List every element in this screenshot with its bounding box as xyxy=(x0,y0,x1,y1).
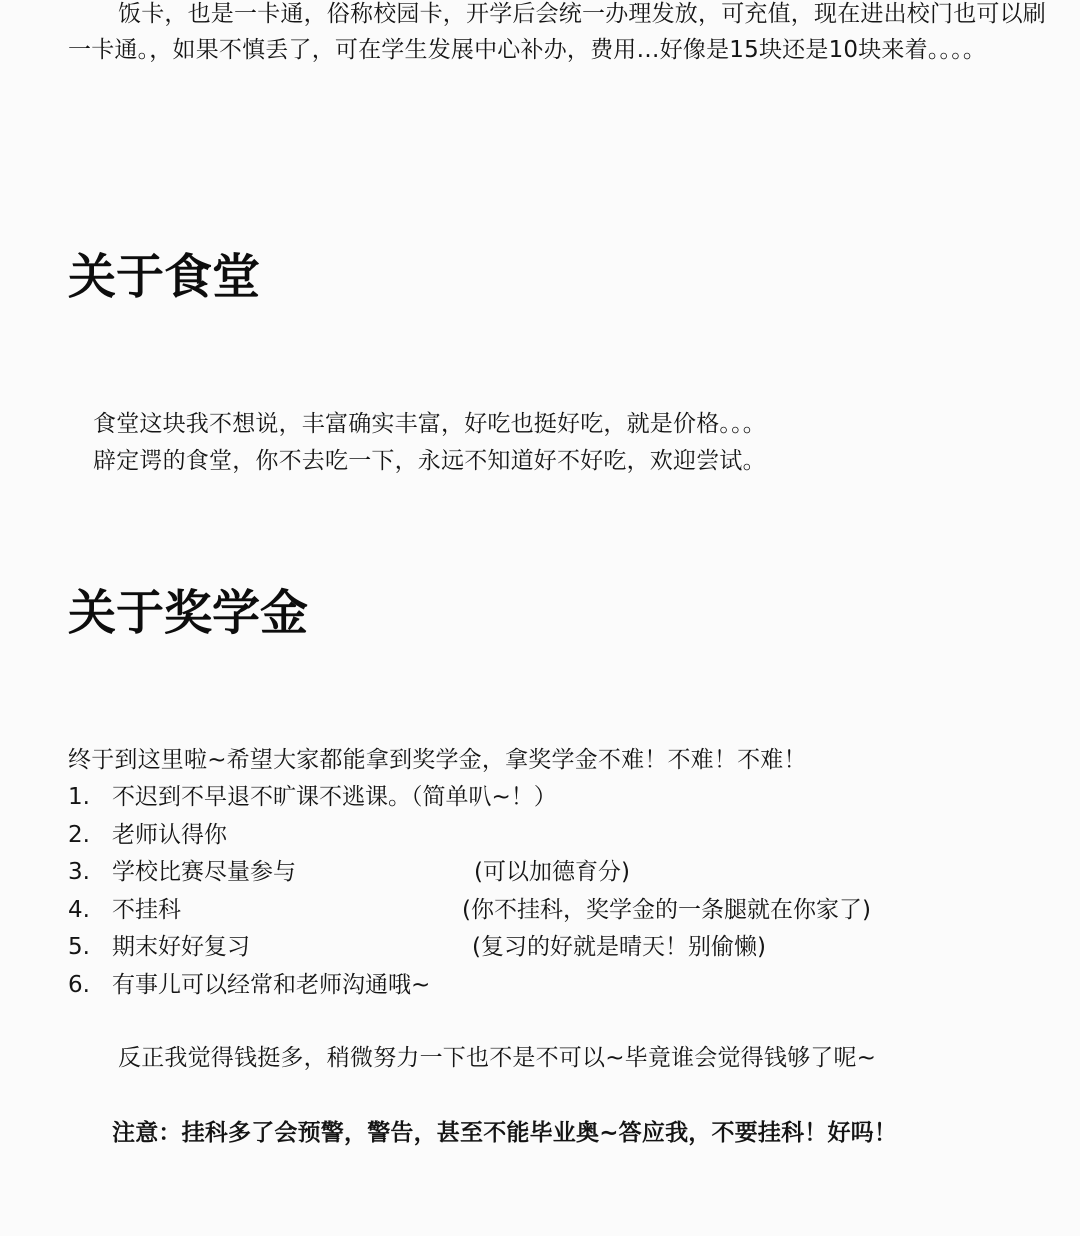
list-item-number: 3. xyxy=(68,859,90,885)
list-item xyxy=(68,967,1058,1005)
list-item-number: 6. xyxy=(68,971,90,998)
list-item-text: 老师认得你 xyxy=(112,821,227,848)
list-item xyxy=(68,929,1058,967)
list-item-note: (复习的好就是晴天！别偷懒) xyxy=(472,934,766,960)
failing-warning: 注意：挂科多了会预警，警告，甚至不能毕业奥~答应我，不要挂科！好吗！ xyxy=(112,1120,898,1146)
list-item-text: 不迟到不早退不旷课不逃课。（简单叭~！） xyxy=(112,784,557,810)
list-item xyxy=(68,779,1058,817)
canteen-heading: 关于食堂 xyxy=(68,249,261,305)
list-item-text: 期末好好复习 xyxy=(112,934,250,960)
list-item-note: (可以加德育分) xyxy=(474,859,630,885)
list-item xyxy=(68,892,1058,930)
scholarship-tips-list xyxy=(68,779,1058,1004)
list-item-text: 学校比赛尽量参与 xyxy=(112,859,296,885)
list-item-number: 2. xyxy=(68,821,90,848)
canteen-line-2: 辟定谔的食堂，你不去吃一下，永远不知道好不好吃，欢迎尝试。 xyxy=(93,448,766,474)
list-item-number: 5. xyxy=(68,934,90,960)
list-item xyxy=(68,854,1058,892)
list-item-text: 有事儿可以经常和老师沟通哦~ xyxy=(112,971,431,998)
list-item-note: (你不挂科，奖学金的一条腿就在你家了) xyxy=(462,896,871,923)
scholarship-intro: 终于到这里啦~希望大家都能拿到奖学金，拿奖学金不难！不难！不难！ xyxy=(68,747,807,773)
list-item xyxy=(68,817,1058,855)
list-item-number: 1. xyxy=(68,784,90,810)
campus-card-paragraph: 饭卡，也是一卡通，俗称校园卡，开学后会统一办理发放，可充值，现在进出校门也可以刷一卡通。，如果不慎丢了，可在学生发展中心补办，费用…好像是15块还是10块来着。。。。 xyxy=(68,1,1046,63)
list-item-text: 不挂科 xyxy=(112,896,181,923)
scholarship-heading: 关于奖学金 xyxy=(68,585,309,641)
list-item-number: 4. xyxy=(68,896,90,923)
scholarship-closing: 反正我觉得钱挺多，稍微努力一下也不是不可以~毕竟谁会觉得钱够了呢~ xyxy=(118,1045,877,1071)
canteen-line-1: 食堂这块我不想说，丰富确实丰富，好吃也挺好吃，就是价格。。。 xyxy=(93,411,766,437)
